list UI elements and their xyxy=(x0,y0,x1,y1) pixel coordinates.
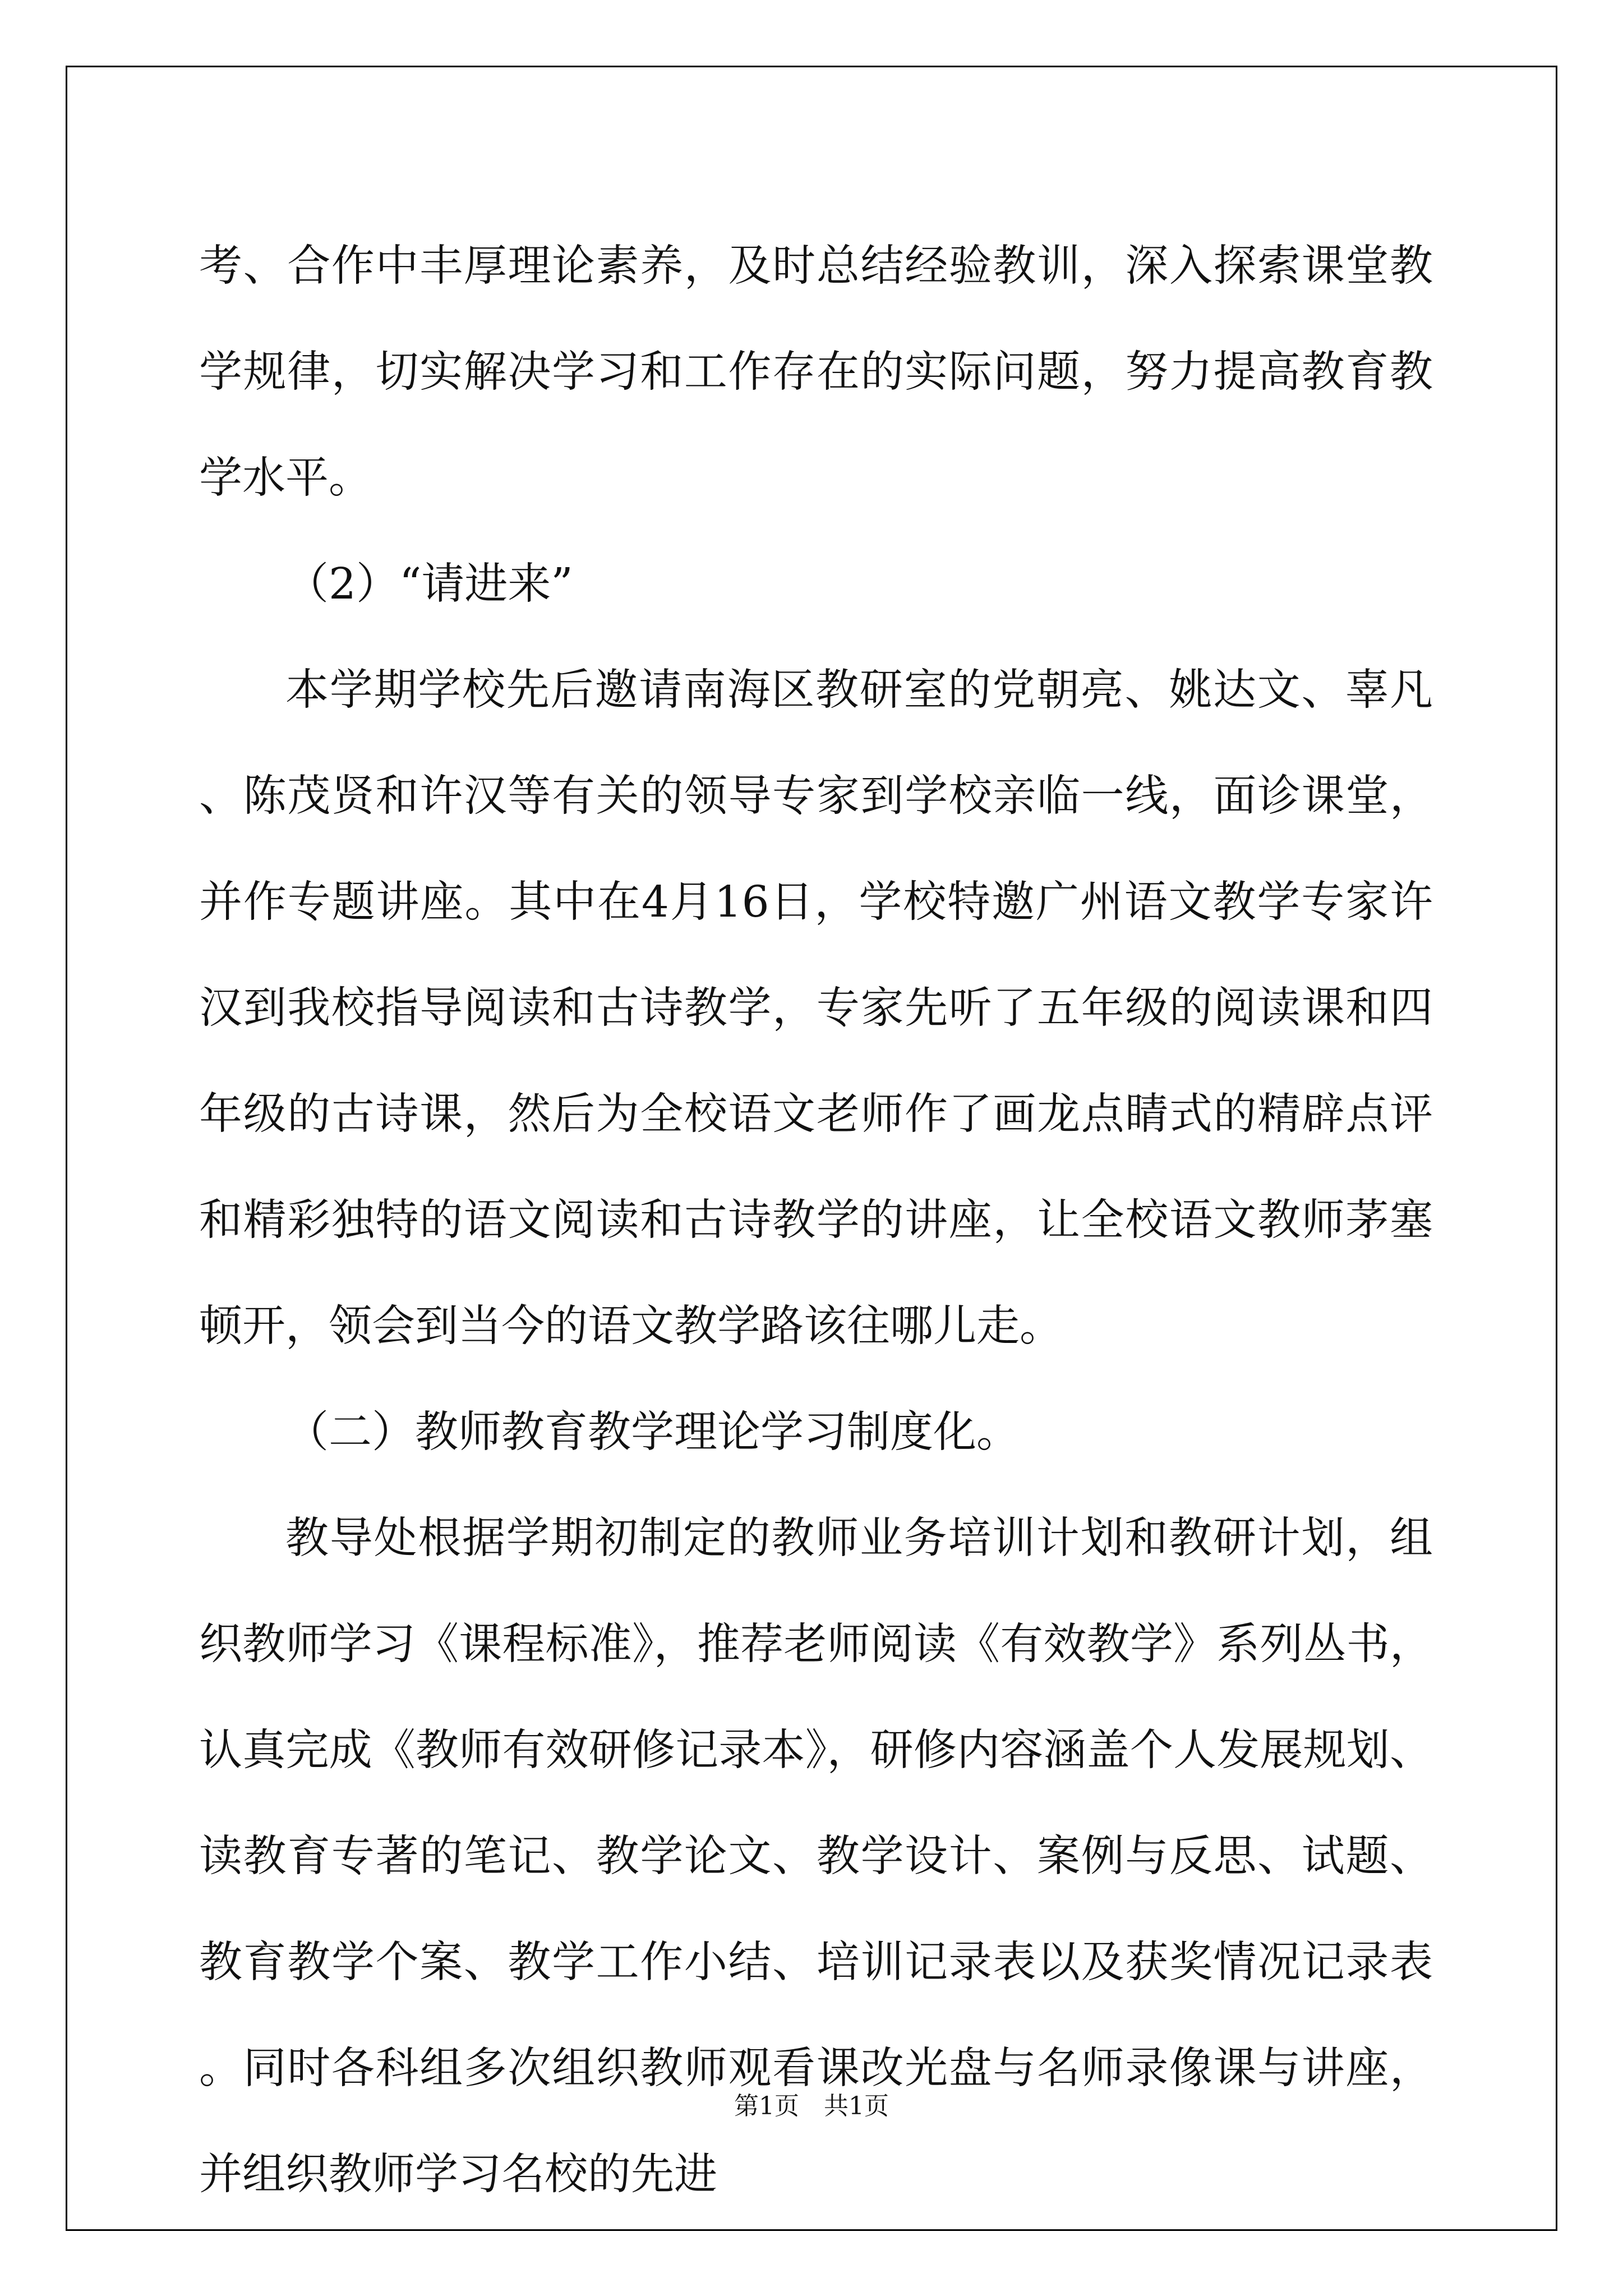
page-total: 共1页 xyxy=(824,2092,889,2120)
paragraph-continuation: 考、合作中丰厚理论素养，及时总结经验教训，深入探索课堂教学规律，切实解决学习和工作存在的实际问题，努力提高教育教学水平。 xyxy=(199,241,1433,503)
page-number: 第1页 xyxy=(734,2092,799,2120)
page-footer xyxy=(0,2086,1623,2122)
paragraph-teacher-training: 教导处根据学期初制定的教师业务培训计划和教研计划，组织教师学习《课程标准》，推荐老师阅读《有效教学》系列丛书，认真完成《教师有效研修记录本》，研修内容涵盖个人发展规划、读教育专著的笔记、教学论文、教学设计、案例与反思、试题、教育教学个案、教学工作小结、培训记录表以及获奖情况记录表。同时各科组多次组织教师观看课改光盘与名师录像课与讲座，并组织教师学习名校的先进 xyxy=(199,1513,1433,2200)
section-heading-invite-in: （2）“请进来” xyxy=(285,559,573,609)
section-heading-theory-study: （二）教师教育教学理论学习制度化。 xyxy=(285,1407,1020,1457)
document-body xyxy=(199,213,1433,2228)
paragraph-experts-lectures: 本学期学校先后邀请南海区教研室的党朝亮、姚达文、辜凡、陈茂贤和许汉等有关的领导专家到学校亲临一线，面诊课堂，并作专题讲座。其中在4月16日，学校特邀广州语文教学专家许汉到我校指导阅读和古诗教学，专家先听了五年级的阅读课和四年级的古诗课，然后为全校语文老师作了画龙点睛式的精辟点评和精彩独特的语文阅读和古诗教学的讲座，让全校语文教师茅塞顿开，领会到当今的语文教学路该往哪儿走。 xyxy=(199,665,1433,1351)
